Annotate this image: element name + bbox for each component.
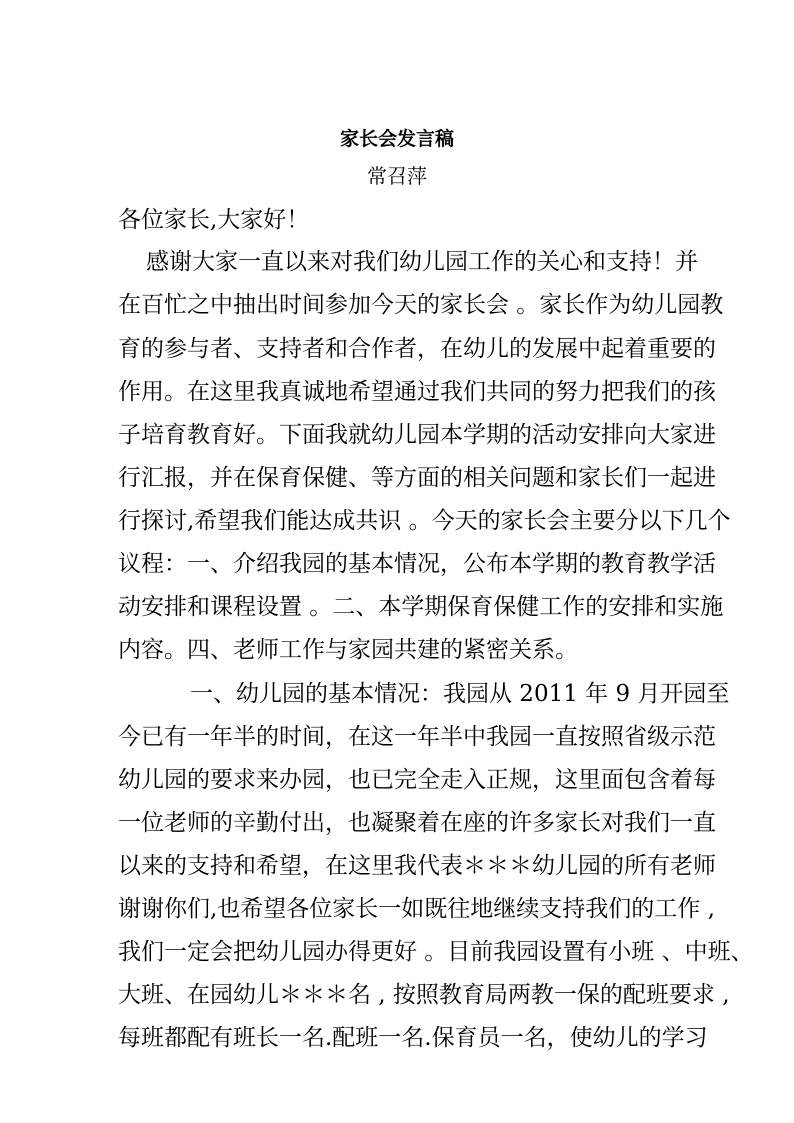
document-author: 常召萍 [367,164,427,188]
paragraph-line: 行探讨,希望我们能达成共识 。今天的家长会主要分以下几个 [118,508,731,534]
paragraph-line: 幼儿园的要求来办园，也已完全走入正规，这里面包含着每 [118,767,716,793]
paragraph-line: 谢谢你们,也希望各位家长一如既往地继续支持我们的工作 , [118,896,715,922]
paragraph-line: 我们一定会把幼儿园办得更好 。目前我园设置有小班 、中班、 [118,939,754,965]
paragraph-line: 作用。在这里我真诚地希望通过我们共同的努力把我们的孩 [118,379,716,405]
paragraph-line: 子培育教育好。下面我就幼儿园本学期的活动安排向大家进 [118,422,716,448]
paragraph-line: 今已有一年半的时间，在这一年半中我园一直按照省级示范 [118,724,716,750]
paragraph-line: 感谢大家一直以来对我们幼儿园工作的关心和支持！并 [146,249,698,275]
paragraph-line: 育的参与者、支持者和合作者，在幼儿的发展中起着重要的 [118,336,716,362]
paragraph-line: 一、幼儿园的基本情况：我园从 2011 年 9 月开园至 [190,681,730,707]
paragraph-line: 在百忙之中抽出时间参加今天的家长会 。家长作为幼儿园教 [118,292,724,318]
document-title: 家长会发言稿 [339,128,454,150]
paragraph-line: 议程：一、介绍我园的基本情况，公布本学期的教育教学活 [118,551,716,577]
paragraph-line: 以来的支持和希望，在这里我代表＊＊＊幼儿园的所有老师 [118,853,716,879]
paragraph-line: 每班都配有班长一名.配班一名.保育员一名，使幼儿的学习 [118,1025,708,1051]
paragraph-line: 动安排和课程设置 。二、本学期保育保健工作的安排和实施 [118,594,724,620]
paragraph-line: 行汇报，并在保育保健、等方面的相关问题和家长们一起进 [118,465,716,491]
paragraph-line: 大班、在园幼儿＊＊＊名 , 按照教育局两教一保的配班要求 , [118,982,730,1008]
paragraph-line: 一位老师的辛勤付出，也凝聚着在座的许多家长对我们一直 [118,810,716,836]
paragraph-line: 内容。四、老师工作与家园共建的紧密关系。 [118,637,578,663]
greeting-line: 各位家长,大家好！ [118,207,310,233]
